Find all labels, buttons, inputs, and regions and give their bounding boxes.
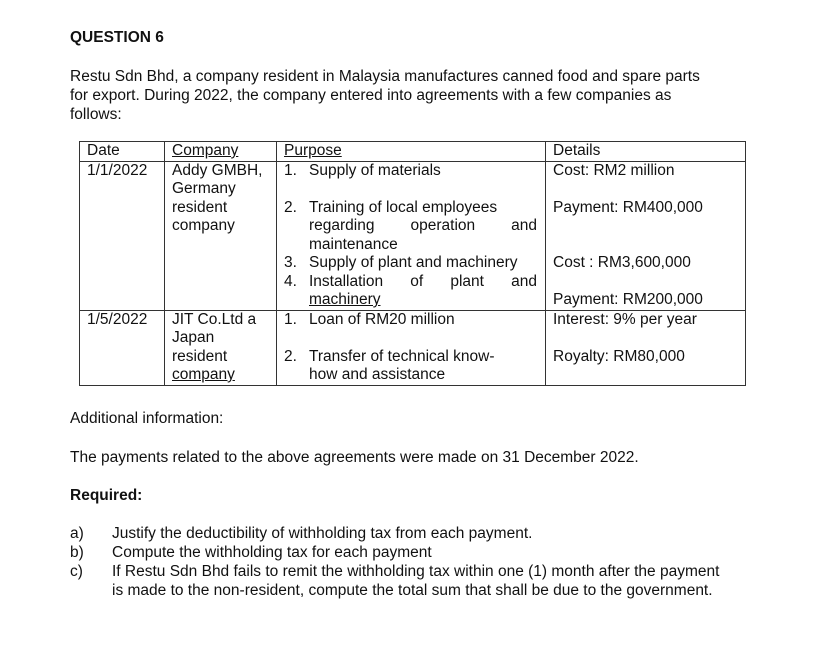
- cell-company: resident: [165, 348, 277, 367]
- table-body: [80, 161, 746, 385]
- cell-details: [546, 273, 746, 292]
- cell-purpose: [277, 329, 546, 348]
- cell-purpose: [277, 199, 546, 218]
- cell-company: [165, 291, 277, 310]
- cell-purpose: [277, 236, 546, 255]
- header-company-text: Company: [172, 142, 239, 159]
- purpose-text: Supply of plant and machinery: [309, 254, 518, 271]
- payments-note: The payments related to the above agreements were made on 31 December 2022.: [70, 449, 639, 466]
- purpose-number: 2.: [284, 198, 297, 216]
- requirement-label: a): [70, 525, 84, 542]
- cell-details: [546, 180, 746, 199]
- cell-date: [80, 217, 165, 236]
- purpose-item: [284, 311, 545, 330]
- table-row: [80, 217, 746, 236]
- requirements-list: [70, 524, 760, 600]
- purpose-number: 4.: [284, 272, 297, 290]
- cell-company: Japan: [165, 329, 277, 348]
- cell-company: [165, 236, 277, 255]
- cell-company: Addy GMBH,: [165, 161, 277, 180]
- requirement-label: c): [70, 563, 83, 580]
- requirement-text: Justify the deductibility of withholding tax from each payment.: [112, 525, 533, 542]
- purpose-text: Supply of materials: [309, 161, 441, 179]
- question-heading: QUESTION 6: [70, 29, 164, 46]
- cell-purpose: [277, 348, 546, 367]
- cell-date: [80, 366, 165, 385]
- header-company: [165, 142, 277, 162]
- cell-purpose: [277, 273, 546, 292]
- purpose-item: [284, 366, 545, 385]
- cell-date: 1/1/2022: [80, 161, 165, 180]
- requirement-item: [70, 562, 760, 600]
- table-row: [80, 236, 746, 255]
- purpose-number: 1.: [284, 161, 297, 179]
- agreements-table: [79, 141, 746, 386]
- purpose-number: 2.: [284, 347, 297, 365]
- cell-details: Royalty: RM80,000: [546, 348, 746, 367]
- purpose-number: 1.: [284, 310, 297, 328]
- cell-details: Payment: RM400,000: [546, 199, 746, 218]
- requirement-item: [70, 543, 760, 562]
- cell-company-text: company: [172, 366, 235, 383]
- purpose-text: machinery: [309, 291, 381, 308]
- purpose-number: [284, 366, 309, 385]
- requirement-text-line: is made to the non-resident, compute the total sum that shall be due to the government.: [112, 582, 713, 599]
- table-row: [80, 291, 746, 310]
- table-row: [80, 180, 746, 199]
- cell-date: [80, 273, 165, 292]
- cell-company: Germany: [165, 180, 277, 199]
- purpose-text: maintenance: [309, 235, 398, 253]
- table-row: [80, 199, 746, 218]
- cell-company: JIT Co.Ltd a: [165, 310, 277, 329]
- purpose-item: [284, 199, 545, 218]
- cell-details: [546, 329, 746, 348]
- cell-date: [80, 236, 165, 255]
- cell-details: Payment: RM200,000: [546, 291, 746, 310]
- purpose-text: Loan of RM20 million: [309, 310, 455, 328]
- cell-date: [80, 348, 165, 367]
- cell-purpose: [277, 310, 546, 329]
- purpose-item: [284, 291, 545, 310]
- header-details: Details: [546, 142, 746, 162]
- cell-details: Cost : RM3,600,000: [546, 254, 746, 273]
- cell-purpose: [277, 254, 546, 273]
- purpose-number: 3.: [284, 254, 297, 271]
- cell-date: [80, 199, 165, 218]
- purpose-item: [284, 162, 545, 181]
- purpose-item: [284, 348, 545, 367]
- cell-company: resident: [165, 199, 277, 218]
- requirement-item: [70, 524, 760, 543]
- required-heading: Required:: [70, 487, 143, 504]
- purpose-text: Transfer of technical know-: [309, 347, 495, 365]
- cell-date: [80, 180, 165, 199]
- cell-company: company: [165, 217, 277, 236]
- cell-purpose: [277, 291, 546, 310]
- cell-purpose: [277, 180, 546, 199]
- purpose-text: Installation of plant and: [309, 272, 537, 290]
- purpose-number: [284, 291, 309, 310]
- cell-company: [165, 254, 277, 273]
- table-row: [80, 348, 746, 367]
- purpose-number: [284, 236, 309, 255]
- cell-details: Cost: RM2 million: [546, 161, 746, 180]
- table-row: [80, 273, 746, 292]
- table-header-row: [80, 142, 746, 162]
- table-row: [80, 254, 746, 273]
- cell-details: [546, 217, 746, 236]
- cell-purpose: [277, 217, 546, 236]
- requirement-text: Compute the withholding tax for each payment: [112, 544, 432, 561]
- requirement-text-line: If Restu Sdn Bhd fails to remit the withholding tax within one (1) month after the payment: [112, 563, 720, 580]
- purpose-number: [284, 217, 309, 236]
- cell-details: [546, 366, 746, 385]
- table-row: [80, 329, 746, 348]
- cell-date: [80, 291, 165, 310]
- cell-purpose: [277, 161, 546, 180]
- intro-line: Restu Sdn Bhd, a company resident in Malaysia manufactures canned food and spare parts: [70, 68, 700, 85]
- cell-company: [165, 366, 277, 385]
- header-purpose: [277, 142, 546, 162]
- purpose-text: regarding operation and: [309, 217, 537, 234]
- purpose-text: how and assistance: [309, 366, 446, 383]
- requirement-label: b): [70, 544, 84, 561]
- additional-info-label: Additional information:: [70, 410, 224, 427]
- cell-company: [165, 273, 277, 292]
- header-purpose-text: Purpose: [284, 142, 342, 159]
- table-row: [80, 161, 746, 180]
- requirement-text: [112, 562, 760, 600]
- header-date: Date: [80, 142, 165, 162]
- purpose-item: [284, 254, 545, 273]
- intro-line: follows:: [70, 106, 122, 123]
- purpose-text: Training of local employees: [309, 198, 498, 216]
- cell-date: [80, 254, 165, 273]
- purpose-item: [284, 217, 545, 236]
- table-row: [80, 310, 746, 329]
- cell-purpose: [277, 366, 546, 385]
- cell-details: Interest: 9% per year: [546, 310, 746, 329]
- intro-paragraph: [70, 67, 746, 124]
- purpose-item: [284, 273, 545, 292]
- cell-date: 1/5/2022: [80, 310, 165, 329]
- cell-date: [80, 329, 165, 348]
- purpose-item: [284, 236, 545, 255]
- intro-line: for export. During 2022, the company entered into agreements with a few companies as: [70, 87, 672, 104]
- cell-details: [546, 236, 746, 255]
- table-row: [80, 366, 746, 385]
